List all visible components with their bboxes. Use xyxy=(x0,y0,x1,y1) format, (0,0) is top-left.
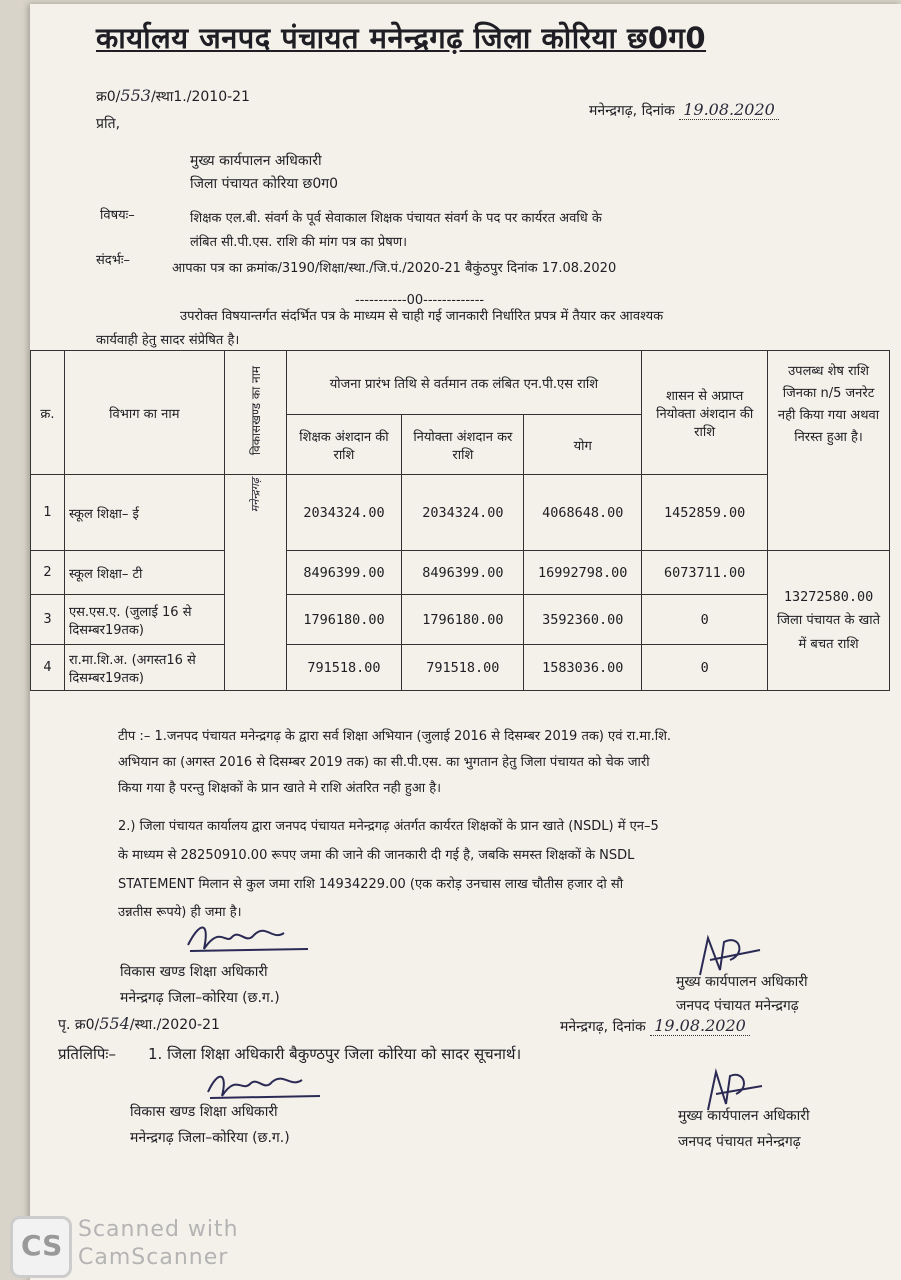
letter-reference: क्र0/553/स्था1./2010-21 xyxy=(96,86,250,105)
col-department: विभाग का नाम xyxy=(64,351,224,475)
row-unreceived: 1452859.00 xyxy=(642,475,768,551)
letter-place-date: मनेन्द्रगढ़, दिनांक 19.08.2020 xyxy=(589,100,779,120)
reference-number: 553 xyxy=(120,86,151,105)
note2-line4: उन्नतीस रूपये) ही जमा है। xyxy=(118,905,242,920)
row-sno: 3 xyxy=(31,595,65,645)
table-row xyxy=(31,551,890,595)
copy-reference: पृ. क्र0/554/स्था./2020-21 xyxy=(58,1014,220,1033)
row-employer: 8496399.00 xyxy=(402,551,524,595)
reference-text: आपका पत्र का क्रमांक/3190/शिक्षा/स्था./जि.पं./2020-21 बैकुंठपुर दिनांक 17.08.2020 xyxy=(172,261,617,276)
ceo-title: मुख्य कार्यपालन अधिकारी xyxy=(676,974,808,990)
beo-title-copy: विकास खण्ड शिक्षा अधिकारी xyxy=(130,1104,278,1120)
letter-date: 19.08.2020 xyxy=(679,100,779,120)
row-total: 1583036.00 xyxy=(524,645,642,691)
copy-reference-number: 554 xyxy=(99,1014,130,1033)
col-total: योग xyxy=(524,415,642,475)
row-teacher: 2034324.00 xyxy=(286,475,402,551)
beo-place: मनेन्द्रगढ़ जिला–कोरिया (छ.ग.) xyxy=(120,990,280,1006)
col-group: योजना प्रारंभ तिथि से वर्तमान तक लंबित एन.पी.एस राशि xyxy=(286,351,642,415)
camscanner-watermark: Scanned with CamScanner xyxy=(78,1217,239,1270)
subject-line2: लंबित सी.पी.एस. राशि की मांग पत्र का प्रेषण। xyxy=(190,235,408,250)
note1-line1: टीप :– 1.जनपद पंचायत मनेन्द्रगढ़ के द्वारा सर्व शिक्षा अभियान (जुलाई 2016 से दिसम्बर 2019 तक) एवं रा.मा.शि. xyxy=(118,729,672,744)
note2-line3: STATEMENT मिलान से कुल जमा राशि 14934229.00 (एक करोड़ उनचास लाख चौतीस हजार दो सौ xyxy=(118,877,624,892)
col-teacher: शिक्षक अंशदान की राशि xyxy=(286,415,402,475)
row-sno: 1 xyxy=(31,475,65,551)
row-employer: 2034324.00 xyxy=(402,475,524,551)
beo-signature xyxy=(180,915,320,957)
col-unreceived: शासन से अप्राप्त नियोक्ता अंशदान की राशि xyxy=(642,351,768,475)
block-name-cell: मनेन्द्रगढ़ xyxy=(224,475,286,691)
balance-note: जिला पंचायत के खाते में बचत राशि xyxy=(777,612,880,652)
addressee-line2: जिला पंचायत कोरिया छ0ग0 xyxy=(190,176,339,192)
body-line1: उपरोक्त विषयान्तर्गत संदर्भित पत्र के माध्यम से चाही गई जानकारी निर्धारित प्रपत्र में तैयार कर आवश्यक xyxy=(180,309,664,324)
col-balance: उपलब्ध शेष राशि जिनका n/5 जनरेट नही किया गया अथवा निरस्त हुआ है। xyxy=(768,351,890,551)
row-teacher: 1796180.00 xyxy=(286,595,402,645)
ceo-place: जनपद पंचायत मनेन्द्रगढ़ xyxy=(676,998,799,1014)
col-block: विकासखण्ड का नाम xyxy=(224,351,286,475)
addressee-line1: मुख्य कार्यपालन अधिकारी xyxy=(190,153,322,169)
row-sno: 4 xyxy=(31,645,65,691)
note2-line2: के माध्यम से 28250910.00 रूपए जमा की जाने की जानकारी दी गई है, जबकि समस्त शिक्षकों के NSDL xyxy=(118,848,635,863)
table-row xyxy=(31,595,890,645)
office-header: कार्यालय जनपद पंचायत मनेन्द्रगढ़ जिला कोरिया छ0ग0 xyxy=(96,21,707,55)
note2-line1: 2.) जिला पंचायत कार्यालय द्वारा जनपद पंचायत मनेन्द्रगढ़ अंतर्गत कार्यरत शिक्षकों के प्रान खाते (NSDL) में एन–5 xyxy=(118,819,659,834)
row-department: स्कूल शिक्षा– टी xyxy=(64,551,224,595)
copy-label: प्रतिलिपिः– xyxy=(58,1045,116,1063)
balance-value: 13272580.00 xyxy=(783,588,874,605)
row-teacher: 8496399.00 xyxy=(286,551,402,595)
table-row xyxy=(31,645,890,691)
row-unreceived: 6073711.00 xyxy=(642,551,768,595)
row-total: 3592360.00 xyxy=(524,595,642,645)
col-sno: क्र. xyxy=(31,351,65,475)
row-total: 4068648.00 xyxy=(524,475,642,551)
row-employer: 1796180.00 xyxy=(402,595,524,645)
note1-line2: अभियान का (अगस्त 2016 से दिसम्बर 2019 तक) का सी.पी.एस. का भुगतान हेतु जिला पंचायत को चेक जारी xyxy=(118,755,650,770)
separator: -----------00------------- xyxy=(355,293,485,308)
row-total: 16992798.00 xyxy=(524,551,642,595)
col-employer: नियोक्ता अंशदान कर राशि xyxy=(402,415,524,475)
row-unreceived: 0 xyxy=(642,645,768,691)
row-department: एस.एस.ए. (जुलाई 16 से दिसम्बर19तक) xyxy=(64,595,224,645)
balance-cell xyxy=(768,551,890,691)
body-line2: कार्यवाही हेतु सादर संप्रेषित है। xyxy=(96,333,240,348)
reference-label: संदर्भः– xyxy=(96,253,130,268)
row-department: रा.मा.शि.अ. (अगस्त16 से दिसम्बर19तक) xyxy=(64,645,224,691)
row-employer: 791518.00 xyxy=(402,645,524,691)
subject-line1: शिक्षक एल.बी. संवर्ग के पूर्व सेवाकाल शिक्षक पंचायत संवर्ग के पद पर कार्यरत अवधि के xyxy=(190,211,602,226)
beo-place-copy: मनेन्द्रगढ़ जिला–कोरिया (छ.ग.) xyxy=(130,1130,290,1146)
table-row xyxy=(31,475,890,551)
ceo-place-copy: जनपद पंचायत मनेन्द्रगढ़ xyxy=(678,1134,801,1150)
subject-label: विषयः– xyxy=(100,208,135,223)
note1-line3: किया गया है परन्तु शिक्षकों के प्रान खाते मे राशि अंतरित नही हुआ है। xyxy=(118,781,442,796)
beo-signature-copy xyxy=(200,1064,330,1104)
copy-place-date: मनेन्द्रगढ़, दिनांक 19.08.2020 xyxy=(560,1016,750,1036)
beo-title: विकास खण्ड शिक्षा अधिकारी xyxy=(120,964,268,980)
row-unreceived: 0 xyxy=(642,595,768,645)
row-teacher: 791518.00 xyxy=(286,645,402,691)
camscanner-logo-icon: CS xyxy=(10,1216,72,1278)
ceo-title-copy: मुख्य कार्यपालन अधिकारी xyxy=(678,1108,810,1124)
nps-table xyxy=(30,350,890,691)
copy-item1: 1. जिला शिक्षा अधिकारी बैकुण्ठपुर जिला कोरिया को सादर सूचनार्थ। xyxy=(148,1045,522,1063)
row-department: स्कूल शिक्षा– ई xyxy=(64,475,224,551)
to-label: प्रति, xyxy=(96,116,121,132)
row-sno: 2 xyxy=(31,551,65,595)
copy-date: 19.08.2020 xyxy=(650,1016,750,1036)
